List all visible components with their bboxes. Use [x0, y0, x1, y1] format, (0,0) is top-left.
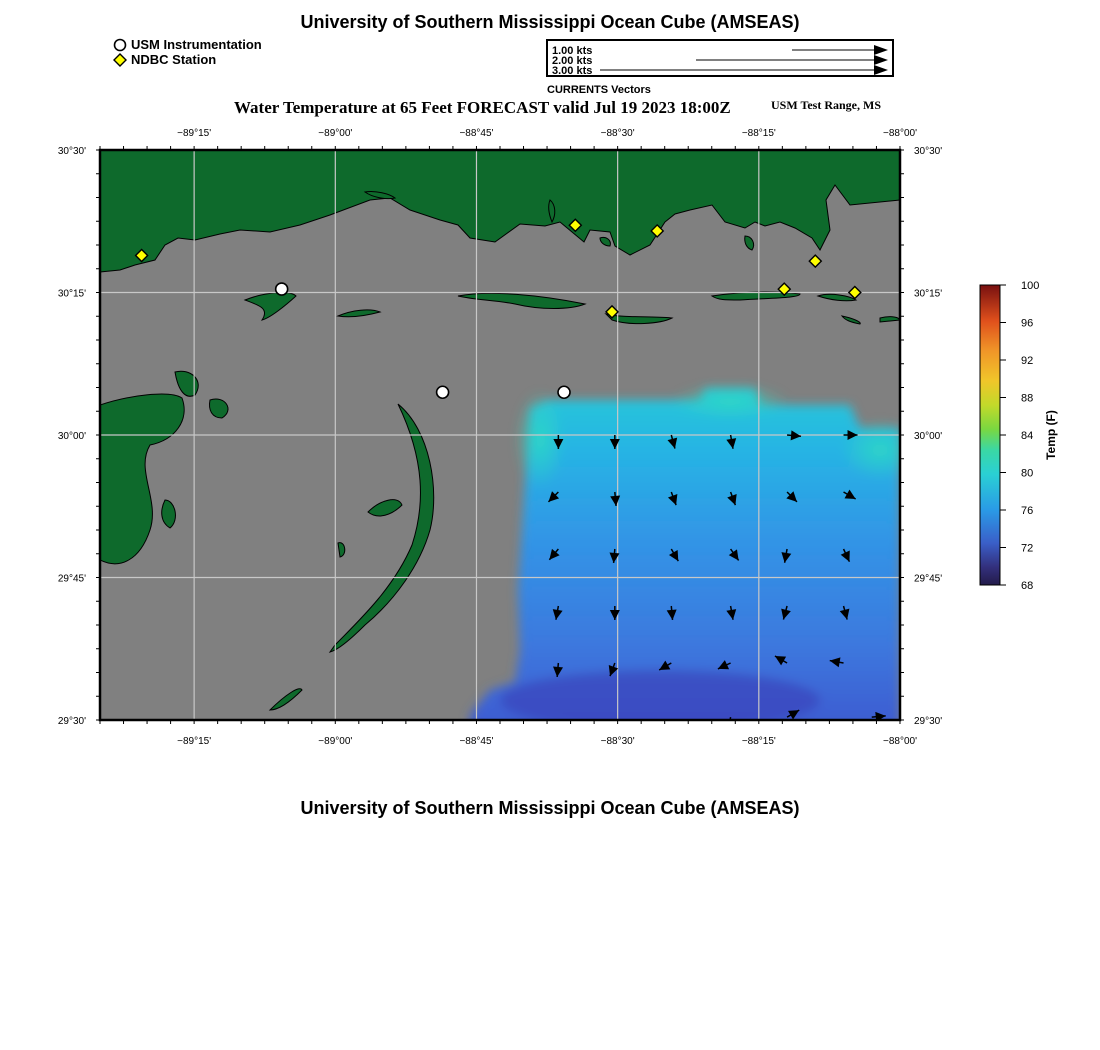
lon-tick-label: −88°30' — [600, 736, 635, 747]
lat-tick-label: 29°45' — [57, 573, 86, 585]
lat-tick-label: 29°30' — [914, 716, 943, 727]
map-area — [100, 150, 920, 731]
vector-label-2kt: 2.00 kts — [552, 55, 593, 67]
lon-tick-label: −89°00' — [318, 736, 353, 747]
colorbar-tick-label: 96 — [1021, 317, 1034, 330]
colorbar-tick-label: 72 — [1021, 542, 1034, 555]
lat-tick-label: 29°45' — [914, 573, 943, 585]
vector-label-3kt: 3.00 kts — [552, 65, 593, 77]
page-title: University of Southern Mississippi Ocean Cube (AMSEAS) — [300, 12, 800, 32]
lat-tick-label: 30°30' — [914, 146, 943, 157]
current-vector — [900, 658, 914, 668]
map-title: Water Temperature at 65 Feet FORECAST valid Jul 19 2023 18:00Z — [234, 98, 731, 117]
colorbar-title: Temp (F) — [1044, 410, 1058, 460]
lon-tick-label: −88°45' — [459, 736, 494, 747]
legend-usm-label: USM Instrumentation — [131, 37, 262, 52]
lat-tick-label: 30°00' — [914, 431, 943, 442]
colorbar — [980, 280, 1058, 592]
colorbar-scale — [980, 285, 1000, 585]
lon-tick-label: −88°30' — [600, 128, 635, 139]
colorbar-tick-label: 92 — [1021, 355, 1034, 367]
legend-ndbc-label: NDBC Station — [131, 52, 217, 67]
lat-tick-label: 30°15' — [57, 288, 86, 300]
usm-instrument-marker[interactable] — [558, 386, 570, 398]
lon-tick-label: −89°15' — [177, 736, 212, 747]
colorbar-tick-label: 84 — [1021, 430, 1034, 442]
lon-tick-label: −89°15' — [177, 128, 212, 139]
lat-tick-label: 30°15' — [914, 288, 943, 300]
colorbar-tick-label: 100 — [1021, 280, 1040, 292]
lon-tick-label: −88°00' — [883, 128, 917, 139]
lon-tick-label: −88°15' — [741, 736, 776, 747]
usm-instrument-marker[interactable] — [437, 386, 449, 398]
lat-tick-label: 30°00' — [57, 431, 86, 442]
colorbar-tick-label: 88 — [1021, 392, 1034, 405]
colorbar-tick-label: 76 — [1021, 505, 1034, 517]
footer-title: University of Southern Mississippi Ocean Cube (AMSEAS) — [300, 798, 800, 818]
usm-instrument-marker[interactable] — [276, 283, 288, 295]
colorbar-tick-label: 80 — [1021, 467, 1034, 480]
map-subtitle: USM Test Range, MS — [771, 98, 882, 112]
lon-tick-label: −88°15' — [741, 128, 776, 139]
colorbar-tick-label: 68 — [1021, 580, 1034, 592]
lon-tick-label: −89°00' — [318, 128, 353, 139]
colorbar-ticks — [1000, 280, 1039, 592]
vector-legend-caption: CURRENTS Vectors — [547, 84, 651, 96]
lat-tick-label: 30°30' — [57, 146, 86, 157]
lat-tick-label: 29°30' — [57, 716, 86, 727]
lon-tick-label: −88°45' — [459, 128, 494, 139]
lon-tick-label: −88°00' — [883, 736, 917, 747]
vector-label-1kt: 1.00 kts — [552, 45, 593, 57]
